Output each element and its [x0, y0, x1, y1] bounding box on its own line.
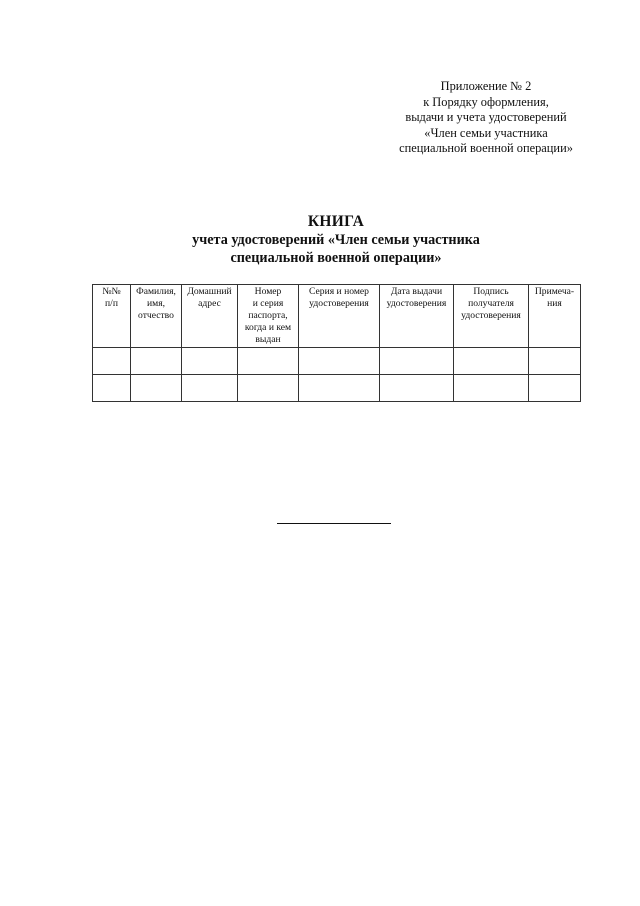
- appendix-line: Приложение № 2: [440, 79, 532, 93]
- appendix-line: выдачи и учета удостоверений: [405, 110, 567, 125]
- title-subtitle-line: специальной военной операции»: [230, 250, 442, 266]
- table-cell: [182, 348, 238, 375]
- table-cell: [454, 348, 529, 375]
- table-cell: [380, 375, 454, 402]
- header-line: Подпись: [473, 286, 509, 297]
- header-line: Серия и номер: [309, 286, 369, 297]
- table-cell: [454, 375, 529, 402]
- column-header-recipient-signature: [454, 285, 529, 348]
- table-cell: [182, 375, 238, 402]
- column-header-passport: [238, 285, 299, 348]
- header-line: удостоверения: [309, 298, 369, 309]
- appendix-line: «Член семьи участника: [424, 125, 548, 140]
- table-cell: [238, 348, 299, 375]
- title-main: КНИГА: [307, 213, 365, 230]
- table-row: [93, 375, 581, 402]
- header-line: Домашний: [187, 286, 232, 297]
- header-line: получателя: [468, 298, 514, 309]
- header-line: Дата выдачи: [390, 286, 443, 297]
- table-cell: [93, 348, 131, 375]
- header-line: №№: [102, 286, 121, 297]
- column-header-certificate-number: [299, 285, 380, 348]
- end-separator-line: [277, 523, 391, 524]
- table-row: [93, 348, 581, 375]
- header-line: имя,: [146, 298, 166, 309]
- header-line: п/п: [105, 298, 118, 309]
- header-line: удостоверения: [386, 298, 447, 309]
- appendix-line: специальной военной операции»: [399, 141, 573, 156]
- appendix-block: [360, 79, 612, 157]
- column-header-notes: [529, 285, 581, 348]
- header-line: выдан: [255, 334, 281, 345]
- header-line: паспорта,: [248, 310, 288, 321]
- column-header-issue-date: [380, 285, 454, 348]
- table-cell: [299, 375, 380, 402]
- table-cell: [131, 348, 182, 375]
- header-line: удостоверения: [461, 310, 521, 321]
- header-line: и серия: [252, 298, 284, 309]
- header-line: ния: [547, 298, 562, 309]
- header-line: Фамилия,: [136, 286, 176, 297]
- header-line: Номер: [254, 286, 282, 297]
- table-cell: [299, 348, 380, 375]
- column-header-number: [93, 285, 131, 348]
- appendix-line: к Порядку оформления,: [423, 94, 549, 109]
- document-title: [60, 212, 612, 267]
- header-line: адрес: [198, 298, 221, 309]
- table-cell: [238, 375, 299, 402]
- table-cell: [380, 348, 454, 375]
- header-line: отчество: [138, 310, 174, 321]
- title-subtitle-line: учета удостоверений «Член семьи участника: [192, 232, 480, 248]
- column-header-home-address: [182, 285, 238, 348]
- column-header-full-name: [131, 285, 182, 348]
- table-cell: [131, 375, 182, 402]
- table-header-row: [93, 285, 581, 348]
- header-line: Примеча-: [534, 286, 575, 297]
- table-cell: [529, 348, 581, 375]
- table-cell: [529, 375, 581, 402]
- ledger-table: [92, 284, 581, 402]
- table-cell: [93, 375, 131, 402]
- header-line: когда и кем: [244, 322, 292, 333]
